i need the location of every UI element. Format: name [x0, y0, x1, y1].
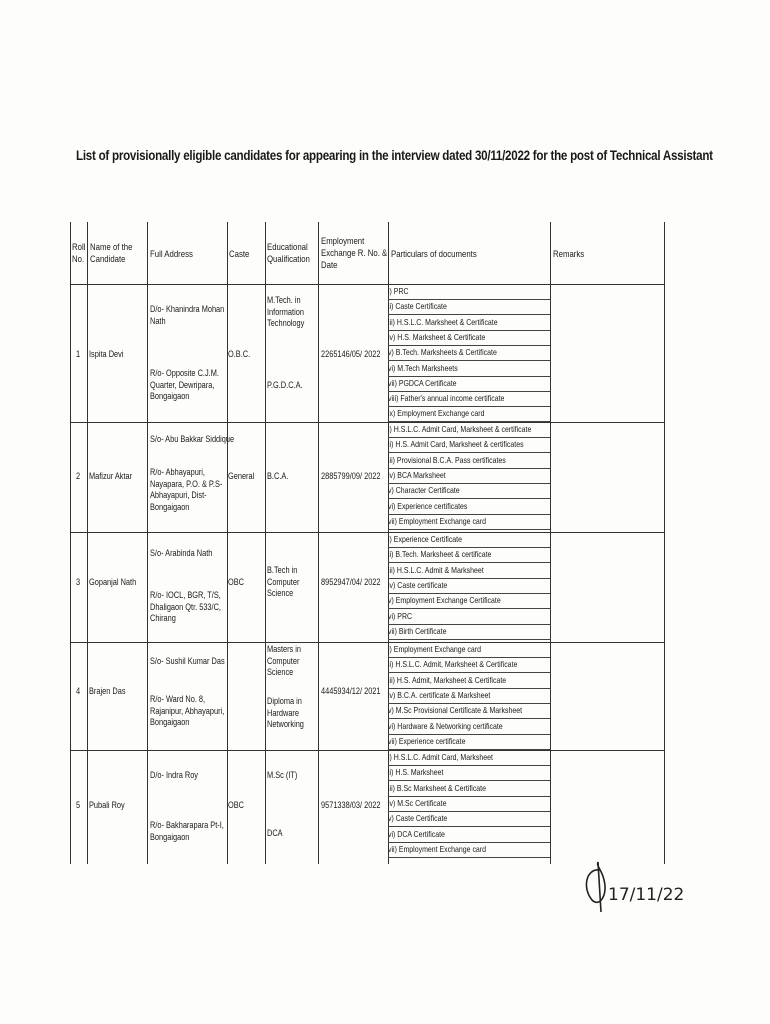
document-item: [388, 657, 550, 673]
header-address: Full Address: [150, 249, 193, 260]
employment-exchange-no: 2885799/09/ 2022: [321, 471, 381, 481]
qualification-primary: M.Sc (IT): [267, 770, 298, 780]
document-item: [388, 750, 550, 766]
document-item: [388, 483, 550, 499]
column-divider: [265, 222, 266, 864]
document-item: [388, 593, 550, 609]
document-item-label: vii) Experience certificate: [388, 735, 466, 746]
parent-name: S/o- Abu Bakkar Siddique: [150, 434, 235, 444]
header-name: Name of the Candidate: [90, 242, 133, 265]
header-roll: Roll No.: [72, 242, 86, 265]
roll-number: 2: [76, 471, 81, 481]
caste-value: OBC: [228, 800, 245, 810]
document-item: [388, 765, 550, 781]
caste-value: OBC: [228, 577, 245, 587]
document-item-label: vi) Hardware & Networking certificate: [388, 720, 503, 731]
document-item-label: i) PRC: [388, 286, 409, 296]
document-item-label: vi) PRC: [388, 610, 413, 621]
document-item: [388, 811, 550, 827]
caste-value: General: [228, 471, 255, 481]
document-item: [388, 345, 550, 361]
document-item: [388, 315, 550, 331]
parent-name: S/o- Arabinda Nath: [150, 548, 213, 558]
qualification-primary: M.Tech. in Information Technology: [267, 295, 305, 328]
document-item-label: iii) Provisional B.C.A. Pass certificates: [388, 454, 506, 465]
parent-name: D/o- Indra Roy: [150, 770, 198, 780]
header-caste: Caste: [229, 249, 250, 260]
document-item: [388, 437, 550, 453]
document-item-label: vii) Employment Exchange card: [388, 515, 487, 526]
header-remarks: Remarks: [553, 249, 585, 260]
roll-number: 4: [76, 686, 81, 696]
document-item: [388, 673, 550, 689]
document-item-label: ix) Employment Exchange card: [388, 408, 485, 419]
candidate-name: Gopanjal Nath: [89, 577, 137, 587]
document-item-label: vi) M.Tech Marksheets: [388, 362, 458, 373]
row-divider: [70, 422, 665, 423]
employment-exchange-no: 2265146/05/ 2022: [321, 349, 381, 359]
qualification-secondary: P.G.D.C.A.: [267, 380, 303, 390]
document-item-label: ii) Caste Certificate: [388, 301, 447, 312]
roll-number: 1: [76, 349, 81, 359]
roll-number: 5: [76, 800, 81, 810]
document-item: [388, 642, 550, 658]
document-item-label: iii) H.S.L.C. Marksheet & Certificate: [388, 316, 498, 327]
document-item: [388, 827, 550, 843]
document-item-label: vii) PGDCA Certificate: [388, 377, 457, 388]
column-divider: [147, 222, 148, 864]
document-item: [388, 406, 550, 422]
document-item-label: v) Character Certificate: [388, 485, 460, 496]
column-divider: [318, 222, 319, 864]
document-item-label: iv) B.C.A. certificate & Marksheet: [388, 689, 491, 700]
candidates-table: [70, 222, 665, 864]
document-item-label: i) Experience Certificate: [388, 534, 462, 544]
document-item-label: iv) M.Sc Certificate: [388, 797, 447, 808]
document-item: [388, 299, 550, 315]
document-item-label: iv) Caste certificate: [388, 579, 448, 590]
document-item: [388, 499, 550, 515]
row-divider: [70, 750, 665, 751]
document-item-label: v) B.Tech. Marksheets & Certificate: [388, 347, 497, 358]
document-item-label: iv) H.S. Marksheet & Certificate: [388, 331, 486, 342]
document-item: [388, 781, 550, 797]
signature-date: 17/11/22: [608, 885, 685, 905]
document-item: [388, 688, 550, 704]
document-item: [388, 547, 550, 563]
document-item: [388, 578, 550, 594]
qualification-secondary: Diploma in Hardware Networking: [267, 696, 304, 729]
employment-exchange-no: 9571338/03/ 2022: [321, 800, 381, 810]
document-item-label: iii) B.Sc Marksheet & Certificate: [388, 782, 487, 793]
full-address: R/o- Bakharapara Pt-I, Bongaigaon: [150, 820, 224, 842]
document-item-label: vi) Experience certificates: [388, 500, 468, 511]
document-item: [388, 361, 550, 377]
document-item: [388, 703, 550, 719]
document-item-label: ii) H.S. Marksheet: [388, 767, 444, 778]
document-item: [388, 734, 550, 750]
document-item-label: iii) H.S.L.C. Admit & Marksheet: [388, 564, 484, 575]
employment-exchange-no: 8952947/04/ 2022: [321, 577, 381, 587]
document-item: [388, 453, 550, 469]
parent-name: S/o- Sushil Kumar Das: [150, 656, 225, 666]
document-item-label: vi) DCA Certificate: [388, 828, 445, 839]
column-divider: [550, 222, 551, 864]
document-item: [388, 391, 550, 407]
column-divider: [87, 222, 88, 864]
document-item-label: iii) H.S. Admit, Marksheet & Certificate: [388, 674, 507, 685]
document-item: [388, 468, 550, 484]
full-address: R/o- Ward No. 8, Rajanipur, Abhayapuri, Bongaigaon: [150, 694, 225, 727]
document-item-label: i) H.S.L.C. Admit Card, Marksheet & certificate: [388, 424, 532, 434]
document-item: [388, 330, 550, 346]
row-divider: [70, 642, 665, 643]
document-item: [388, 563, 550, 579]
parent-name: D/o- Khanindra Mohan Nath: [150, 304, 225, 326]
document-item: [388, 284, 550, 300]
column-divider: [227, 222, 228, 864]
document-item-label: i) H.S.L.C. Admit Card, Marksheet: [388, 752, 493, 762]
signature-stroke: [586, 862, 605, 912]
document-item: [388, 842, 550, 858]
document-item-label: iv) BCA Marksheet: [388, 469, 446, 480]
document-item-label: vii) Employment Exchange card: [388, 843, 487, 854]
document-item-label: v) Employment Exchange Certificate: [388, 595, 501, 606]
signature: [578, 858, 708, 914]
roll-number: 3: [76, 577, 81, 587]
qualification-primary: B.Tech in Computer Science: [267, 565, 300, 598]
document-item: [388, 376, 550, 392]
document-item: [388, 514, 550, 530]
candidate-name: Brajen Das: [89, 686, 126, 696]
document-item: [388, 719, 550, 735]
qualification-primary: Masters in Computer Science: [267, 644, 302, 677]
document-item-label: i) Employment Exchange card: [388, 644, 481, 654]
qualification-secondary: DCA: [267, 828, 283, 838]
document-item: [388, 532, 550, 548]
page-title: List of provisionally eligible candidates for appearing in the interview dated 30/11/2022 for the post of Technical Assistant: [76, 148, 713, 163]
document-item-label: v) M.Sc Provisional Certificate & Marksheet: [388, 705, 523, 716]
document-item-label: ii) B.Tech. Marksheet & certificate: [388, 549, 492, 560]
document-item-label: ii) H.S.L.C. Admit, Marksheet & Certificate: [388, 659, 518, 670]
document-item-label: vii) Birth Certificate: [388, 625, 447, 636]
document-item: [388, 624, 550, 640]
header-employment: Employment Exchange R. No. & Date: [321, 236, 388, 271]
candidate-name: Mafizur Aktar: [89, 471, 133, 481]
table-border-left: [70, 222, 71, 864]
document-item: [388, 609, 550, 625]
table-border-right: [664, 222, 665, 864]
qualification-primary: B.C.A.: [267, 471, 289, 481]
row-divider: [70, 532, 665, 533]
employment-exchange-no: 4445934/12/ 2021: [321, 686, 381, 696]
header-qualification: Educational Qualification: [267, 242, 310, 265]
full-address: R/o- Abhayapuri, Nayapara, P.O. & P.S- Abhayapuri, Dist- Bongaigaon: [150, 467, 223, 512]
document-item: [388, 422, 550, 438]
candidate-name: Ispita Devi: [89, 349, 124, 359]
document-item-label: ii) H.S. Admit Card, Marksheet & certificates: [388, 439, 524, 450]
header-documents: Particulars of documents: [391, 249, 477, 260]
header-divider: [70, 284, 665, 285]
document-item: [388, 796, 550, 812]
candidate-name: Pubali Roy: [89, 800, 125, 810]
document-item-label: v) Caste Certificate: [388, 813, 448, 824]
document-item-label: viii) Father's annual income certificate: [388, 393, 505, 404]
caste-value: O.B.C.: [228, 349, 251, 359]
full-address: R/o- IOCL, BGR, T/S, Dhaligaon Qtr. 533/C, Chirang: [150, 590, 221, 623]
full-address: R/o- Opposite C.J.M. Quarter, Dewripara, Bongaigaon: [150, 368, 219, 401]
